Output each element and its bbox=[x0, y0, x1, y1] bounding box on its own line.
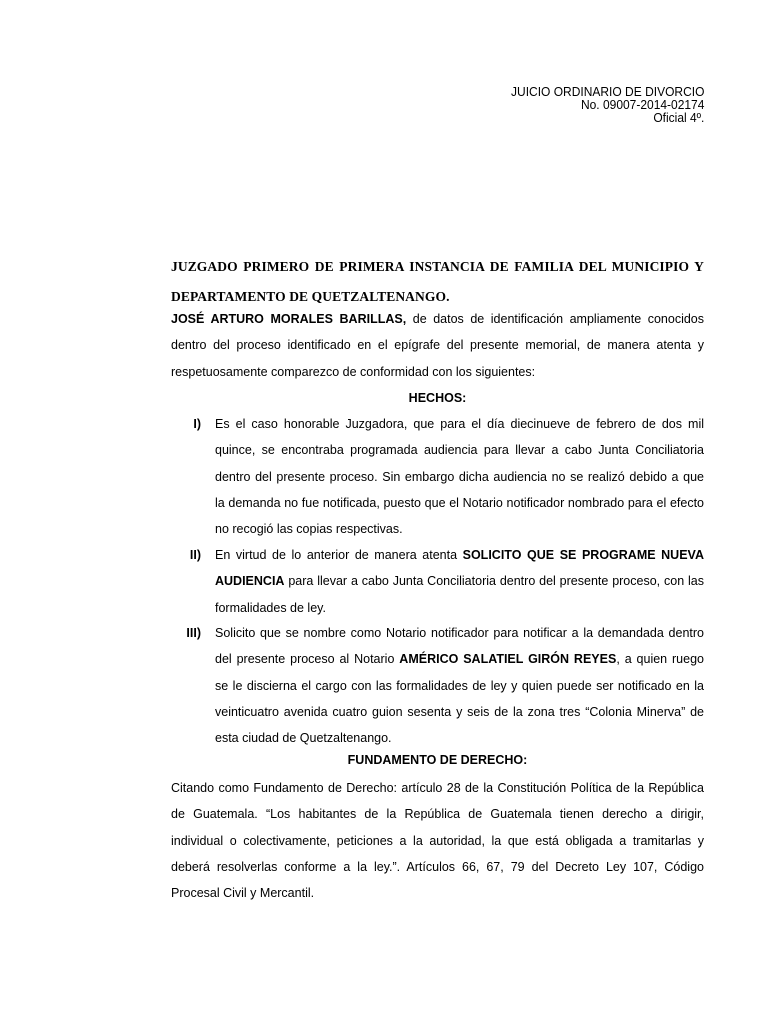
fundamento-line-3: individual o colectivamente, peticiones a la autoridad, la que está obligada a tramitarlas y bbox=[171, 833, 704, 848]
fundamento-paragraph bbox=[171, 775, 704, 906]
intro-paragraph bbox=[171, 306, 704, 385]
case-number: No. 09007-2014-02174 bbox=[580, 98, 704, 112]
fundamento-line-2: de Guatemala. “Los habitantes de la República de Guatemala tienen derecho a dirigir, bbox=[171, 807, 704, 822]
fundamento-line-1: Citando como Fundamento de Derecho: artículo 28 de la Constitución Política de la República bbox=[171, 781, 704, 795]
fundamento-line-5: Procesal Civil y Mercantil. bbox=[171, 886, 315, 901]
court-name-line-1: JUZGADO PRIMERO DE PRIMERA INSTANCIA DE FAMILIA DEL MUNICIPIO Y bbox=[171, 259, 704, 274]
petitioner-name: JOSÉ ARTURO MORALES BARILLAS, bbox=[171, 312, 407, 326]
hechos-heading: HECHOS: bbox=[408, 391, 467, 405]
case-officer: Oficial 4º. bbox=[652, 111, 704, 125]
hecho-number: II) bbox=[189, 548, 201, 562]
fundamento-line-4: deberá resolverlas conforme a la ley.”. Artículos 66, 67, 79 del Decreto Ley 107, Código bbox=[171, 859, 704, 874]
hecho-number: I) bbox=[193, 417, 201, 431]
hecho-text: En virtud de lo anterior de manera atenta SOLICITO QUE SE PROGRAME NUEVA AUDIENCIA para llevar a cabo Junta Conciliatoria dentro del presente proceso, con las formalidades de ley. bbox=[215, 548, 704, 615]
case-type: JUICIO ORDINARIO DE DIVORCIO bbox=[510, 85, 704, 99]
notary-name: AMÉRICO SALATIEL GIRÓN REYES bbox=[399, 652, 617, 667]
court-name bbox=[171, 252, 704, 312]
case-header bbox=[511, 86, 704, 125]
court-name-line-2: DEPARTAMENTO DE QUETZALTENANGO. bbox=[171, 289, 450, 304]
hecho-text: Solicito que se nombre como Notario notificador para notificar a la demandada dentro del presente proceso al Notario AMÉRICO SALATIEL GIRÓN REYES, a quien ruego se le discierna el cargo con las formalidades de ley y quien puede ser notificado en la veinticuatro avenida cuatro guion sesenta y seis de la zona tres “Colonia Minerva” de esta ciudad de Quetzaltenango. bbox=[215, 626, 704, 746]
intro-line-1: JOSÉ ARTURO MORALES BARILLAS, de datos de identificación ampliamente conocidos bbox=[171, 312, 705, 326]
intro-line-2: dentro del proceso identificado en el epígrafe del presente memorial, de manera atenta y bbox=[171, 338, 704, 353]
fundamento-heading: FUNDAMENTO DE DERECHO: bbox=[347, 753, 528, 767]
hecho-number: III) bbox=[186, 626, 201, 640]
intro-line-3: respetuosamente comparezco de conformidad con los siguientes: bbox=[171, 364, 536, 379]
hecho-text: Es el caso honorable Juzgadora, que para el día diecinueve de febrero de dos mil quince, se encontraba programada audiencia para llevar a cabo Junta Conciliatoria dentro del presente proceso. Sin embargo dicha audiencia no se realizó debido a que la demanda no fue notificada, puesto que el Notario notificador nombrado para el efecto no recogió las copias respectivas. bbox=[215, 417, 704, 537]
